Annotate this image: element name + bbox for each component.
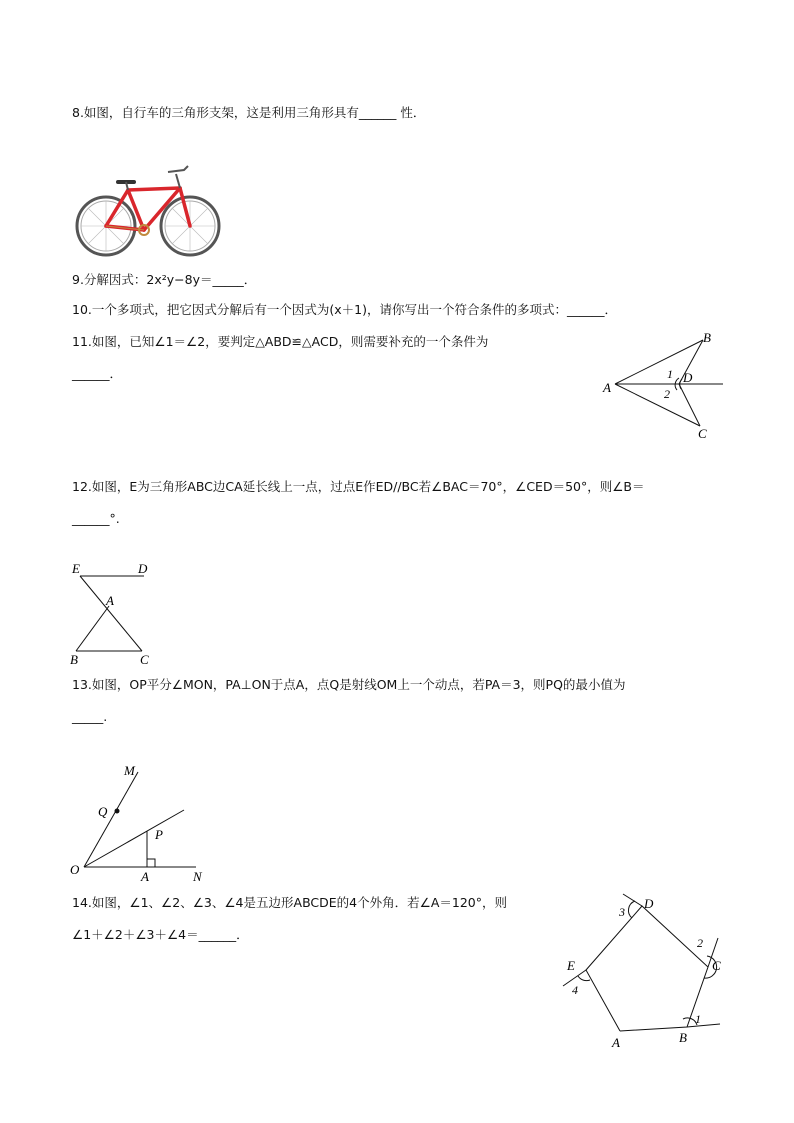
label-d: D <box>683 370 693 385</box>
label-e: E <box>72 561 80 576</box>
label-m: M <box>124 763 135 778</box>
label-b: B <box>679 1030 687 1045</box>
question-10-text: 10.一个多项式，把它因式分解后有一个因式为(x＋1)，请你写出一个符合条件的多项式：______． <box>72 302 617 317</box>
question-12-text-line1: 12.如图，E为三角形ABC边CA延长线上一点，过点E作ED//BC若∠BAC＝70°，∠CED＝50°，则∠B＝ <box>72 479 645 494</box>
label-angle-3: 3 <box>619 905 625 919</box>
label-a: A <box>603 380 611 395</box>
question-12-text-line2: ______°. <box>72 511 120 526</box>
question-8-text: 8.如图，自行车的三角形支架，这是利用三角形具有______ 性． <box>72 105 426 120</box>
question-13-text-line2: _____. <box>72 709 108 724</box>
label-angle-1: 1 <box>695 1012 701 1026</box>
label-p: P <box>155 827 163 842</box>
label-d: D <box>644 896 654 911</box>
label-c: C <box>140 652 149 667</box>
bicycle-image <box>72 160 224 264</box>
label-e: E <box>567 958 575 973</box>
label-d: D <box>138 561 148 576</box>
label-c: C <box>698 426 707 441</box>
label-angle-4: 4 <box>572 983 578 997</box>
label-n: N <box>193 869 202 884</box>
question-14-text-line1: 14.如图，∠1、∠2、∠3、∠4是五边形ABCDE的4个外角．若∠A＝120°，则 <box>72 895 507 910</box>
figure-q12 <box>66 558 166 674</box>
label-b: B <box>70 652 78 667</box>
label-c: C <box>712 958 721 973</box>
label-a: A <box>612 1035 620 1050</box>
figure-q11 <box>595 326 730 450</box>
question-9-text: 9.分解因式：2x²y−8y＝_____． <box>72 272 257 287</box>
label-o: O <box>70 862 80 877</box>
question-13-text-line1: 13.如图，OP平分∠MON，PA⊥ON于点A，点Q是射线OM上一个动点，若PA＝3，则PQ的最小值为 <box>72 677 626 692</box>
question-11-text-line2: ______． <box>72 366 123 381</box>
label-angle-2: 2 <box>664 387 670 401</box>
label-angle-1: 1 <box>667 367 673 381</box>
question-14-text-line2: ∠1＋∠2＋∠3＋∠4＝______． <box>72 927 249 942</box>
figure-q13 <box>66 760 216 889</box>
label-b: B <box>703 330 711 345</box>
label-a: A <box>141 869 149 884</box>
question-11-text-line1: 11.如图，已知∠1＝∠2，要判定△ABD≌△ACD，则需要补充的一个条件为 <box>72 334 489 349</box>
label-q: Q <box>98 804 108 819</box>
figure-q14 <box>555 890 730 1054</box>
label-a: A <box>106 593 114 608</box>
label-angle-2: 2 <box>697 936 703 950</box>
